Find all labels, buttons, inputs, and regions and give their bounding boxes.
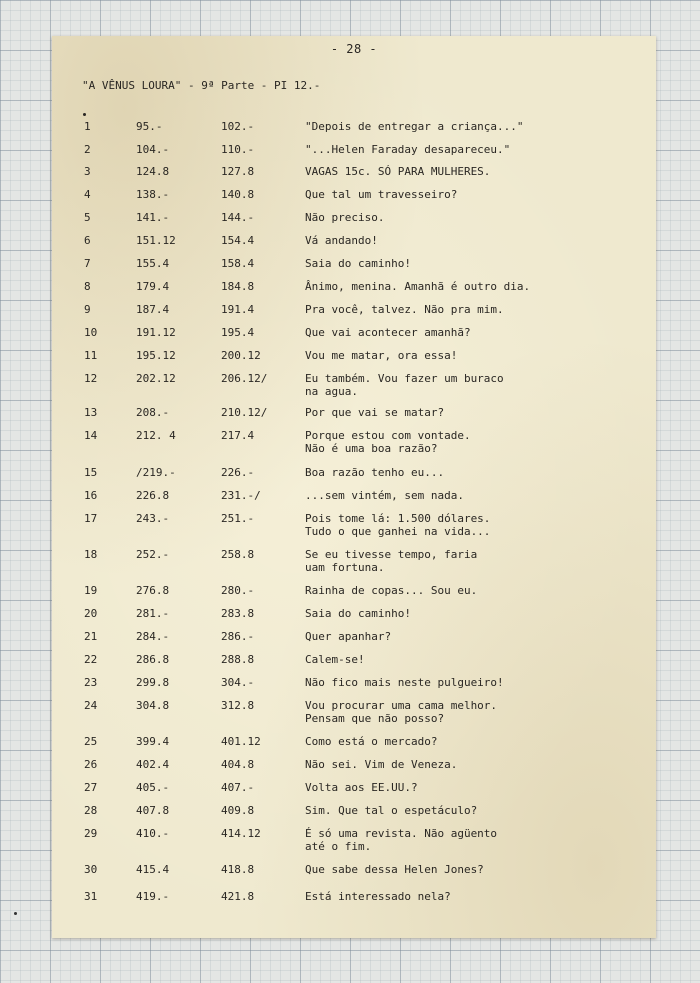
start-footage: 155.4 [136,257,170,270]
subtitle-text [305,735,437,748]
subtitle-text [305,863,484,876]
end-footage: 401.12 [221,735,261,748]
start-footage: 243.- [136,512,170,525]
subtitle-line-1: Se eu tivesse tempo, faria [305,548,478,561]
subtitle-text [305,699,497,725]
subtitle-line-1: Que sabe dessa Helen Jones? [305,863,484,876]
subtitle-line-1: Quer apanhar? [305,630,392,643]
subtitle-line-2: uam fortuna. [305,561,385,574]
subtitle-line-1: Não fico mais neste pulgueiro! [305,676,504,689]
subtitle-text [305,804,477,817]
subtitle-line-1: Vou procurar uma cama melhor. [305,699,498,712]
row-number: 15 [84,466,98,479]
end-footage: 110.- [221,143,255,156]
start-footage: 138.- [136,188,170,201]
subtitle-text [305,584,477,597]
start-footage: 151.12 [136,234,176,247]
start-footage: 399.4 [136,735,170,748]
start-footage: 405.- [136,781,170,794]
subtitle-text [305,234,378,247]
subtitle-line-2: Pensam que não posso? [305,712,445,725]
end-footage: 258.8 [221,548,255,561]
row-number: 24 [84,699,98,712]
subtitle-text [305,429,471,455]
start-footage: 304.8 [136,699,170,712]
end-footage: 286.- [221,630,255,643]
end-footage: 280.- [221,584,255,597]
subtitle-text [305,257,411,270]
row-number: 21 [84,630,98,643]
subtitle-line-1: Eu também. Vou fazer um buraco [305,372,504,385]
end-footage: 304.- [221,676,255,689]
end-footage: 140.8 [221,188,255,201]
row-number: 31 [84,890,98,903]
subtitle-line-1: Calem-se! [305,653,365,666]
start-footage: /219.- [136,466,176,479]
start-footage: 286.8 [136,653,170,666]
row-number: 18 [84,548,98,561]
start-footage: 195.12 [136,349,176,362]
end-footage: 184.8 [221,280,255,293]
row-number: 14 [84,429,98,442]
row-number: 11 [84,349,98,362]
row-number: 10 [84,326,98,339]
subtitle-text [305,758,457,771]
start-footage: 226.8 [136,489,170,502]
subtitle-line-1: Pra você, talvez. Não pra mim. [305,303,504,316]
start-footage: 187.4 [136,303,170,316]
row-number: 30 [84,863,98,876]
subtitle-line-1: VAGAS 15c. SÓ PARA MULHERES. [305,165,491,178]
start-footage: 299.8 [136,676,170,689]
end-footage: 127.8 [221,165,255,178]
start-footage: 179.4 [136,280,170,293]
start-footage: 415.4 [136,863,170,876]
subtitle-line-1: ...sem vintém, sem nada. [305,489,464,502]
row-number: 26 [84,758,98,771]
subtitle-text [305,349,457,362]
end-footage: 251.- [221,512,255,525]
row-number: 25 [84,735,98,748]
subtitle-text [305,466,444,479]
end-footage: 231.-/ [221,489,261,502]
subtitle-line-1: Volta aos EE.UU.? [305,781,418,794]
row-number: 2 [84,143,91,156]
subtitle-list [52,36,656,938]
subtitle-text [305,781,418,794]
start-footage: 95.- [136,120,163,133]
end-footage: 206.12/ [221,372,268,385]
start-footage: 141.- [136,211,170,224]
subtitle-text [305,406,444,419]
ink-speck [14,912,17,915]
row-number: 28 [84,804,98,817]
typed-page [52,36,656,938]
page-number: - 28 - [330,42,378,56]
end-footage: 158.4 [221,257,255,270]
end-footage: 418.8 [221,863,255,876]
subtitle-line-1: Rainha de copas... Sou eu. [305,584,478,597]
row-number: 3 [84,165,91,178]
subtitle-text [305,676,504,689]
row-number: 27 [84,781,98,794]
end-footage: 404.8 [221,758,255,771]
start-footage: 276.8 [136,584,170,597]
subtitle-text [305,143,510,156]
subtitle-line-2: Não é uma boa razão? [305,442,438,455]
row-number: 20 [84,607,98,620]
subtitle-line-2: Tudo o que ganhei na vida... [305,525,491,538]
end-footage: 421.8 [221,890,255,903]
row-number: 22 [84,653,98,666]
subtitle-line-1: Está interessado nela? [305,890,451,903]
end-footage: 288.8 [221,653,255,666]
subtitle-text [305,890,451,903]
start-footage: 419.- [136,890,170,903]
row-number: 7 [84,257,91,270]
subtitle-line-1: Como está o mercado? [305,735,438,748]
subtitle-line-1: Que vai acontecer amanhã? [305,326,471,339]
subtitle-text [305,489,464,502]
subtitle-line-1: Boa razão tenho eu... [305,466,445,479]
row-number: 6 [84,234,91,247]
end-footage: 312.8 [221,699,255,712]
start-footage: 281.- [136,607,170,620]
subtitle-line-1: "...Helen Faraday desapareceu." [305,143,511,156]
start-footage: 252.- [136,548,170,561]
subtitle-text [305,165,490,178]
subtitle-text [305,372,504,398]
end-footage: 409.8 [221,804,255,817]
subtitle-text [305,653,365,666]
end-footage: 200.12 [221,349,261,362]
subtitle-text [305,548,477,574]
start-footage: 104.- [136,143,170,156]
row-number: 17 [84,512,98,525]
subtitle-line-1: Não preciso. [305,211,385,224]
start-footage: 407.8 [136,804,170,817]
subtitle-line-1: Sim. Que tal o espetáculo? [305,804,478,817]
start-footage: 191.12 [136,326,176,339]
start-footage: 124.8 [136,165,170,178]
row-number: 8 [84,280,91,293]
subtitle-text [305,607,411,620]
subtitle-line-1: Por que vai se matar? [305,406,445,419]
subtitle-line-1: Que tal um travesseiro? [305,188,458,201]
subtitle-text [305,303,504,316]
subtitle-line-1: Não sei. Vim de Veneza. [305,758,458,771]
subtitle-line-1: É só uma revista. Não agüento [305,827,498,840]
row-number: 29 [84,827,98,840]
start-footage: 202.12 [136,372,176,385]
subtitle-text [305,120,524,133]
start-footage: 410.- [136,827,170,840]
row-number: 23 [84,676,98,689]
end-footage: 144.- [221,211,255,224]
subtitle-line-2: na agua. [305,385,358,398]
end-footage: 191.4 [221,303,255,316]
subtitle-line-1: Pois tome lá: 1.500 dólares. [305,512,491,525]
end-footage: 195.4 [221,326,255,339]
row-number: 9 [84,303,91,316]
subtitle-line-1: Vou me matar, ora essa! [305,349,458,362]
subtitle-text [305,512,490,538]
end-footage: 283.8 [221,607,255,620]
end-footage: 102.- [221,120,255,133]
subtitle-line-1: Porque estou com vontade. [305,429,471,442]
row-number: 13 [84,406,98,419]
subtitle-line-1: "Depois de entregar a criança..." [305,120,524,133]
end-footage: 407.- [221,781,255,794]
subtitle-line-1: Saia do caminho! [305,257,411,270]
end-footage: 154.4 [221,234,255,247]
end-footage: 414.12 [221,827,261,840]
row-number: 19 [84,584,98,597]
row-number: 4 [84,188,91,201]
subtitle-text [305,188,457,201]
start-footage: 208.- [136,406,170,419]
start-footage: 402.4 [136,758,170,771]
subtitle-line-2: até o fim. [305,840,372,853]
subtitle-text [305,630,391,643]
row-number: 5 [84,211,91,224]
row-number: 1 [84,120,91,133]
subtitle-line-1: Vá andando! [305,234,378,247]
subtitle-text [305,827,497,853]
subtitle-text [305,280,530,293]
end-footage: 217.4 [221,429,255,442]
start-footage: 284.- [136,630,170,643]
subtitle-line-1: Saia do caminho! [305,607,411,620]
end-footage: 226.- [221,466,255,479]
end-footage: 210.12/ [221,406,268,419]
subtitle-text [305,326,471,339]
row-number: 16 [84,489,98,502]
document-heading: "A VÊNUS LOURA" - 9ª Parte - PI 12.- [82,79,321,92]
start-footage: 212. 4 [136,429,176,442]
row-number: 12 [84,372,98,385]
subtitle-text [305,211,384,224]
subtitle-line-1: Ânimo, menina. Amanhã é outro dia. [305,280,531,293]
